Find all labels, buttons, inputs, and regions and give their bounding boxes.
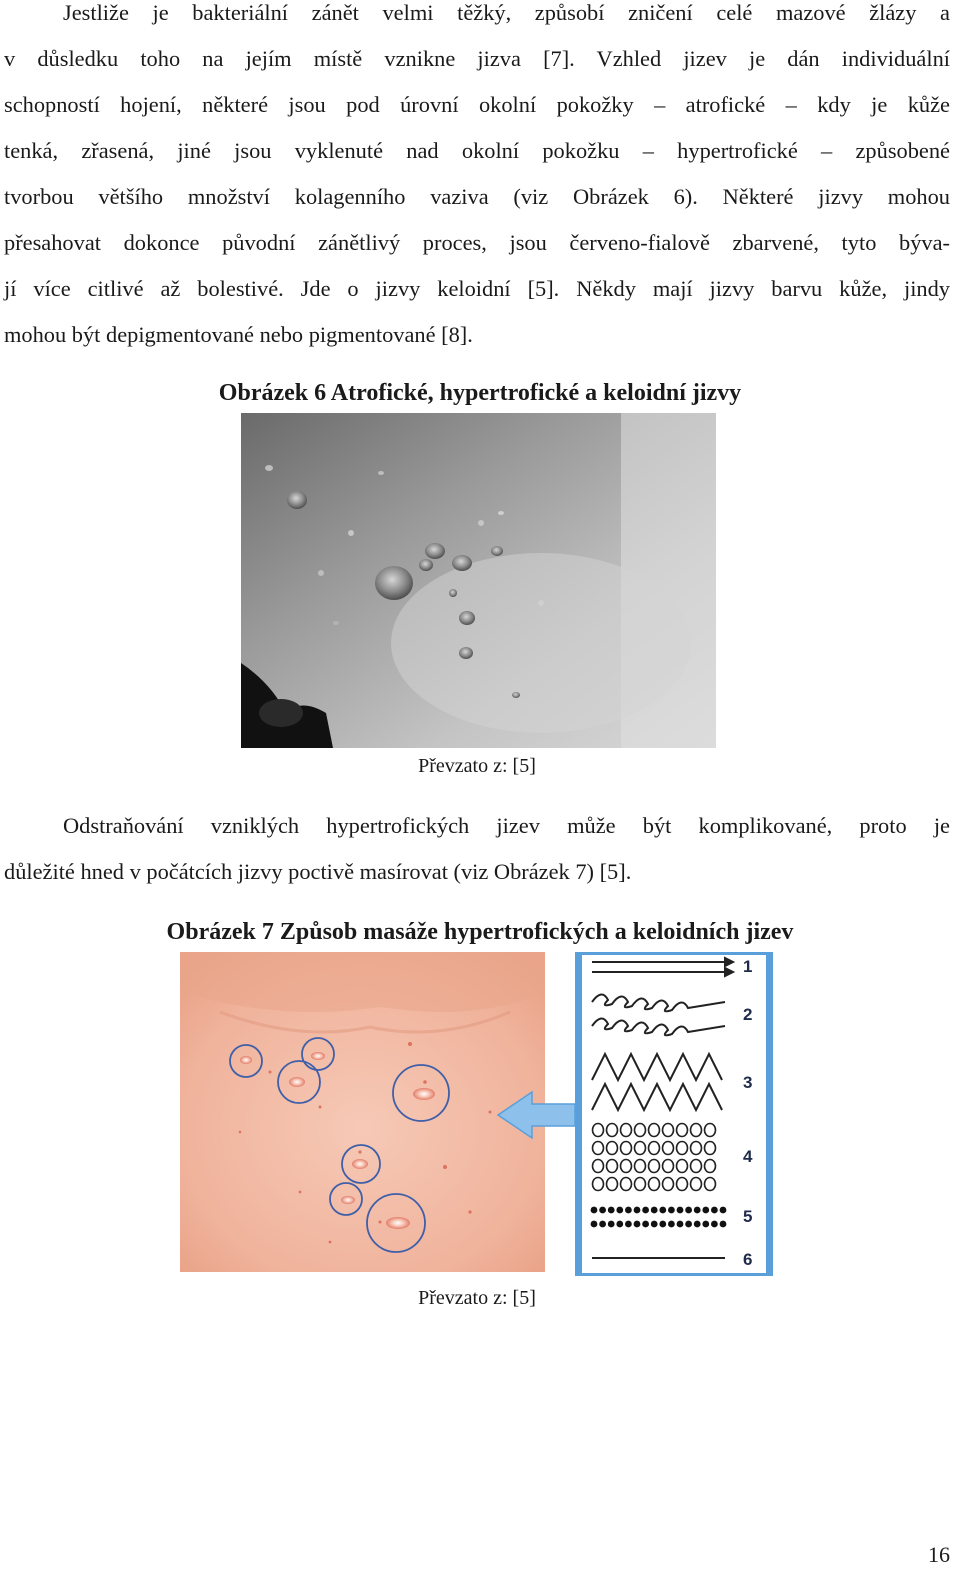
massage-dot-mark <box>659 1207 666 1214</box>
massage-dot-mark <box>634 1221 641 1228</box>
paragraph-2 <box>4 803 950 895</box>
massage-dot-mark <box>694 1207 701 1214</box>
massage-dot-mark <box>608 1207 615 1214</box>
paragraph-1 <box>4 0 950 358</box>
massage-dot-mark <box>591 1207 598 1214</box>
massage-dot-mark <box>659 1221 666 1228</box>
text-line: Jestliže je bakteriální zánět velmi těžký, způsobí zničení celé mazové žlázy a <box>63 0 950 25</box>
massage-dot-mark <box>711 1207 718 1214</box>
technique-number: 1 <box>743 957 753 976</box>
massage-dot-mark <box>608 1221 615 1228</box>
massage-dot-mark <box>685 1221 692 1228</box>
massage-dot-mark <box>720 1207 727 1214</box>
massage-dot-mark <box>702 1221 709 1228</box>
massage-dot-mark <box>668 1221 675 1228</box>
text-line: jí více citlivé až bolestivé. Jde o jizvy keloidní [5]. Někdy mají jizvy barvu kůže, jindy <box>4 276 950 301</box>
technique-number: 4 <box>743 1147 753 1166</box>
technique-number: 2 <box>743 1005 753 1024</box>
text-line: v důsledku toho na jejím místě vznikne jizva [7]. Vzhled jizev je dán individuální <box>4 46 950 71</box>
technique-number: 5 <box>743 1207 753 1226</box>
massage-dot-mark <box>711 1221 718 1228</box>
massage-dot-mark <box>668 1207 675 1214</box>
technique-number: 6 <box>743 1250 753 1269</box>
figure-6-caption: Obrázek 6 Atrofické, hypertrofické a keloidní jizvy <box>218 380 742 406</box>
figure-7-caption: Obrázek 7 Způsob masáže hypertrofických a keloidních jizev <box>166 919 794 945</box>
text-line: schopností hojení, některé jsou pod úrovní okolní pokožky – atrofické – kdy je kůže <box>4 92 950 117</box>
massage-dot-mark <box>625 1221 632 1228</box>
massage-dot-mark <box>634 1207 641 1214</box>
massage-dot-mark <box>599 1207 606 1214</box>
technique-number: 3 <box>743 1073 753 1092</box>
massage-dot-mark <box>685 1207 692 1214</box>
massage-dot-mark <box>616 1221 623 1228</box>
text-line: Odstraňování vzniklých hypertrofických jizev může být komplikované, proto je <box>63 813 950 838</box>
massage-dot-mark <box>591 1221 598 1228</box>
massage-dot-mark <box>694 1221 701 1228</box>
chest-photo <box>180 952 545 1272</box>
figure-7-massage-diagram <box>180 952 776 1277</box>
massage-dot-mark <box>642 1221 649 1228</box>
massage-dot-mark <box>616 1207 623 1214</box>
text-line: mohou být depigmentované nebo pigmentované [8]. <box>4 322 473 347</box>
massage-dot-mark <box>651 1221 658 1228</box>
massage-dot-mark <box>677 1221 684 1228</box>
massage-dot-mark <box>720 1221 727 1228</box>
massage-dot-mark <box>599 1221 606 1228</box>
figure-6-source: Převzato z: [5] <box>418 755 536 777</box>
text-line: důležité hned v počátcích jizvy poctivě masírovat (viz Obrázek 7) [5]. <box>4 859 632 884</box>
figure-7-source: Převzato z: [5] <box>418 1287 536 1309</box>
text-line: přesahovat dokonce původní zánětlivý proces, jsou červeno-fialově zbarvené, tyto býva- <box>4 230 950 255</box>
massage-technique-panel <box>575 952 773 1276</box>
massage-dot-mark <box>702 1207 709 1214</box>
massage-dot-mark <box>625 1207 632 1214</box>
massage-dot-mark <box>642 1207 649 1214</box>
massage-dot-mark <box>651 1207 658 1214</box>
page-number: 16 <box>928 1542 950 1567</box>
text-line: tvorbou většího množství kolagenního vaziva (viz Obrázek 6). Některé jizvy mohou <box>4 184 950 209</box>
text-line: tenká, zřasená, jiné jsou vyklenuté nad okolní pokožku – hypertrofické – způsobené <box>4 138 950 163</box>
figure-6-scar-photo <box>241 413 716 748</box>
massage-dot-mark <box>677 1207 684 1214</box>
